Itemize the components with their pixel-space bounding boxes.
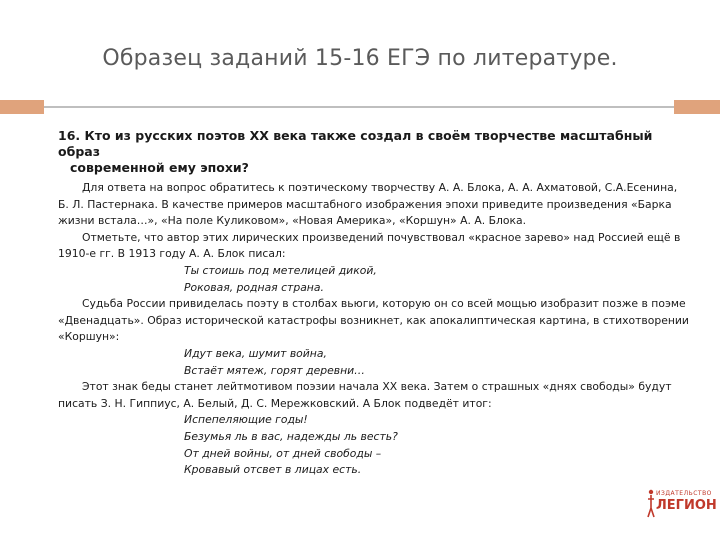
verse-line: Ты стоишь под метелицей дикой, (184, 263, 377, 277)
verse-line: Испепеляющие годы! (184, 413, 308, 427)
paragraph-2: Отметьте, что автор этих лирических произведений почувствовал «красное зарево» над Россией ещё в 1910-е гг. В 1913 году А. А. Блок писал: (58, 230, 681, 261)
slide-title: Образец заданий 15-16 ЕГЭ по литературе. (102, 46, 618, 71)
verse-line: От дней войны, от дней свободы – (184, 446, 382, 460)
logo-name: ЛЕГИОН (656, 498, 717, 513)
paragraph-1: Для ответа на вопрос обратитесь к поэтическому творчеству А. А. Блока, А. А. Ахматовой, С.А.Есенина, Б. Л. Пастернака. В качестве примеров масштабного изображения эпохи приведите произведения «Барка жизни встала…», «На поле Куликовом», «Новая Америка», «Коршун» А. А. Блока. (58, 181, 678, 228)
answer-text (58, 180, 690, 479)
verse-line: Безумья ль в вас, надежды ль весть? (184, 429, 398, 443)
question (58, 128, 678, 176)
verse-line: Роковая, родная страна. (184, 280, 324, 294)
verse-line: Идут века, шумит война, (184, 346, 327, 360)
logo-publisher-label: ИЗДАТЕЛЬСТВО (656, 490, 712, 497)
question-line-2: современной ему эпохи? (70, 160, 249, 175)
paragraph-4: Этот знак беды станет лейтмотивом поэзии начала XX века. Затем о страшных «днях свободы» будут писать З. Н. Гиппиус, А. Белый, Д. С. Мережковский. А Блок подведёт итог: (58, 380, 672, 410)
title-divider (44, 106, 674, 108)
legion-figure-icon (646, 488, 656, 518)
paragraph-3: Судьба России привиделась поэту в столбах вьюги, которую он со всей мощью изобразит позже в поэме «Двенадцать». Образ исторической катастрофы возникнет, как апокалиптическая картина, в стихотворении «Коршун»: (58, 297, 689, 344)
publisher-logo (646, 486, 717, 524)
verse-line: Кровавый отсвет в лицах есть. (184, 463, 362, 477)
question-line-1: 16. Кто из русских поэтов XX века также создал в своём творчестве масштабный образ (58, 128, 653, 159)
verse-line: Встаёт мятеж, горят деревни… (184, 363, 365, 377)
accent-block-right (674, 100, 720, 114)
accent-block-left (0, 100, 44, 114)
